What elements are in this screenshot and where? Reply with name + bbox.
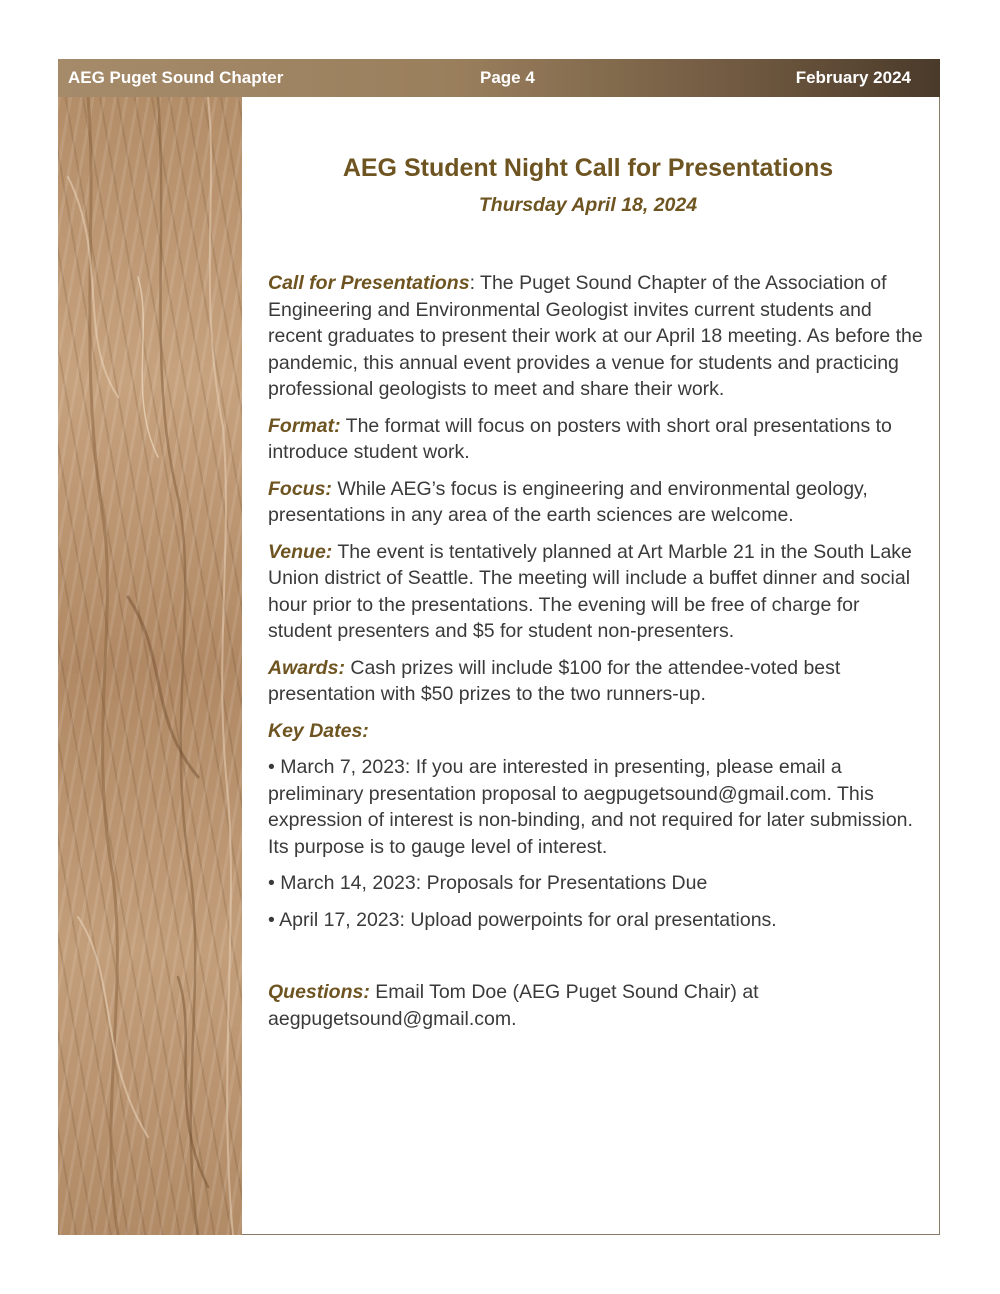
format-paragraph	[268, 413, 928, 466]
key-date-item: • March 14, 2023: Proposals for Presentations Due	[268, 872, 708, 894]
chapter-name: AEG Puget Sound Chapter	[68, 68, 284, 87]
venue-text: The event is tentatively planned at Art Marble 21 in the South Lake Union district of Seattle. The meeting will include a buffet dinner and social hour prior to the presentations. The evening will be free of charge for student presenters and $5 for student non-presenters.	[268, 540, 912, 642]
format-label: Format:	[268, 414, 341, 437]
issue-date: February 2024	[795, 68, 911, 87]
focus-text: While AEG’s focus is engineering and environmental geology, presentations in any area of the earth sciences are welcome.	[268, 477, 868, 526]
questions-text: Email Tom Doe (AEG Puget Sound Chair) at aegpugetsound@gmail.com.	[268, 981, 759, 1030]
article-title: AEG Student Night Call for Presentations	[342, 154, 834, 182]
awards-text: Cash prizes will include $100 for the attendee-voted best presentation with $50 prizes to the two runners-up.	[268, 656, 841, 705]
questions-label: Questions:	[268, 981, 370, 1003]
call-label: Call for Presentations	[268, 272, 470, 294]
event-date: Thursday April 18, 2024	[478, 194, 698, 216]
venue-paragraph	[268, 539, 928, 645]
awards-paragraph	[268, 655, 928, 708]
call-paragraph	[268, 270, 928, 403]
format-text: The format will focus on posters with short oral presentations to introduce student work.	[268, 414, 892, 463]
key-date-item: • March 7, 2023: If you are interested in presenting, please email a preliminary presentation proposal to aegpugetsound@gmail.com. This expression of interest is non-binding, and not required for later submission. Its purpose is to gauge level of interest.	[268, 756, 913, 858]
article	[268, 150, 928, 1042]
key-dates-label: Key Dates:	[268, 719, 369, 742]
questions-paragraph	[268, 979, 928, 1032]
key-date-item: • April 17, 2023: Upload powerpoints for oral presentations.	[268, 908, 777, 931]
focus-paragraph	[268, 476, 928, 529]
key-dates-heading	[268, 718, 928, 745]
venue-label: Venue:	[268, 540, 333, 563]
call-text: : The Puget Sound Chapter of the Association of Engineering and Environmental Geologist invites current students and recent graduates to present their work at our April 18 meeting. As before the pandemic, this annual event provides a venue for students and practicing professional geologists to meet and share their work.	[268, 272, 923, 400]
focus-label: Focus:	[268, 477, 332, 500]
terrain-sidebar-image	[58, 97, 242, 1235]
newsletter-header	[58, 59, 940, 97]
page-number: Page 4	[480, 68, 535, 87]
awards-label: Awards:	[268, 656, 345, 679]
